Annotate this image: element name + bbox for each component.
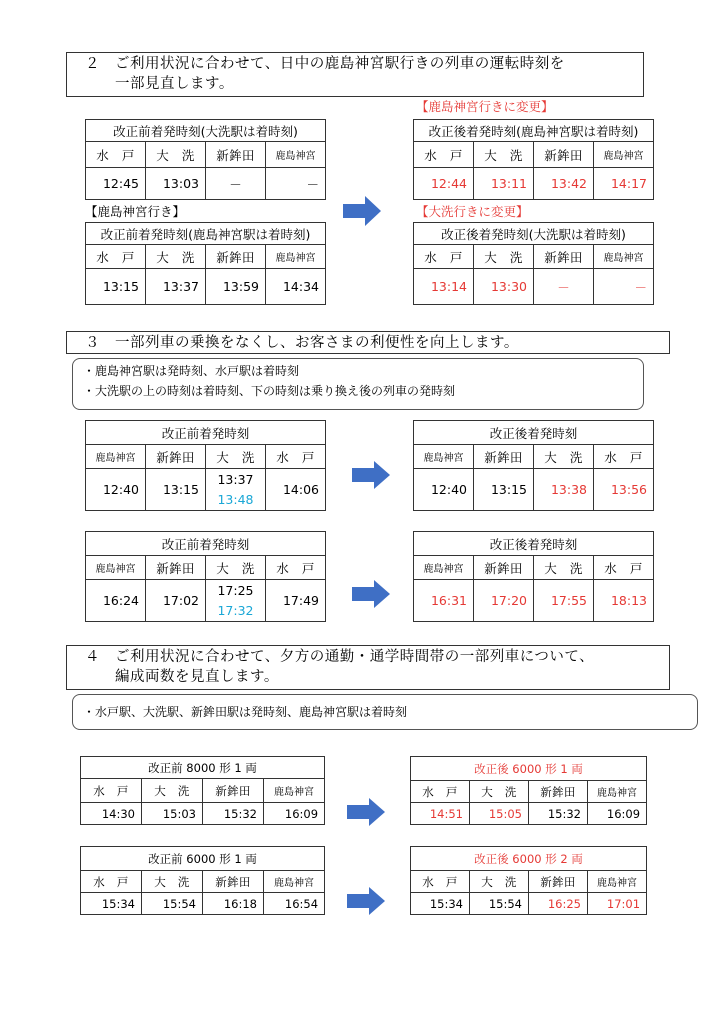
time-cell: －	[534, 269, 594, 305]
time-cell: 13:14	[414, 269, 474, 305]
header-mito: 水 戸	[81, 779, 142, 803]
s2-after-table-1	[413, 119, 654, 200]
header-shinhokota: 新鉾田	[529, 871, 588, 893]
time-cell: 15:32	[203, 803, 264, 825]
header-oarai: 大 洗	[142, 779, 203, 803]
header-shinhokota: 新鉾田	[203, 871, 264, 893]
time-cell: －	[206, 168, 266, 200]
header-shinhokota: 新鉾田	[474, 556, 534, 580]
header-kashimajingu: 鹿島神宮	[594, 142, 654, 168]
time-cell: 16:18	[203, 893, 264, 915]
section-3-line1: 一部列車の乗換をなくし、お客さまの利便性を向上します。	[115, 335, 519, 351]
header-oarai: 大 洗	[470, 781, 529, 803]
s3-before-table-2	[85, 531, 326, 622]
time-cell: 13:15	[146, 469, 206, 511]
section-2-number: ２	[85, 56, 100, 72]
table-title: 改正前 6000 形 1 両	[81, 847, 325, 871]
time-cell: 16:09	[588, 803, 647, 825]
time-cell: 13:30	[474, 269, 534, 305]
header-kashimajingu: 鹿島神宮	[414, 445, 474, 469]
s4-before-table-2	[80, 846, 325, 915]
s4-before-table-1	[80, 756, 325, 825]
label-change-to-kashima: 【鹿島神宮行きに変更】	[416, 99, 554, 114]
table-title: 改正後 6000 形 2 両	[411, 847, 647, 871]
header-mito: 水 戸	[86, 245, 146, 269]
header-oarai: 大 洗	[142, 871, 203, 893]
time-cell: 12:40	[86, 469, 146, 511]
departure-time: 13:48	[217, 491, 254, 507]
right-arrow-icon	[352, 461, 390, 489]
time-cell: 15:32	[529, 803, 588, 825]
header-kashimajingu: 鹿島神宮	[86, 556, 146, 580]
time-cell: 15:05	[470, 803, 529, 825]
time-cell: 18:13	[594, 580, 654, 622]
header-shinhokota: 新鉾田	[529, 781, 588, 803]
time-cell: 13:37	[146, 269, 206, 305]
time-cell: 15:34	[81, 893, 142, 915]
header-kashimajingu: 鹿島神宮	[594, 245, 654, 269]
header-mito: 水 戸	[414, 142, 474, 168]
time-cell: 13:15	[474, 469, 534, 511]
table-title: 改正後着発時刻	[414, 421, 654, 445]
header-shinhokota: 新鉾田	[474, 445, 534, 469]
table-title: 改正後着発時刻(大洗駅は着時刻)	[414, 223, 654, 245]
time-cell: 17:02	[146, 580, 206, 622]
arrival-time: 13:37	[217, 471, 254, 487]
section-3-number: ３	[85, 335, 100, 351]
s4-after-table-2	[410, 846, 647, 915]
time-cell: 17:49	[266, 580, 326, 622]
section-2-line2: 一部見直します。	[115, 76, 234, 92]
section-2-title	[66, 52, 644, 97]
note-line: ・大洗駅の上の時刻は着時刻、下の時刻は乗り換え後の列車の発時刻	[83, 384, 456, 398]
time-cell: 16:09	[264, 803, 325, 825]
s4-after-table-1	[410, 756, 647, 825]
table-title: 改正前着発時刻	[86, 532, 326, 556]
time-cell: －	[266, 168, 326, 200]
time-cell-oarai	[206, 469, 266, 511]
time-cell: 15:03	[142, 803, 203, 825]
header-kashimajingu: 鹿島神宮	[266, 245, 326, 269]
header-oarai: 大 洗	[534, 445, 594, 469]
time-cell: 12:45	[86, 168, 146, 200]
header-kashimajingu: 鹿島神宮	[588, 871, 647, 893]
header-shinhokota: 新鉾田	[206, 245, 266, 269]
header-oarai: 大 洗	[146, 245, 206, 269]
table-title: 改正後着発時刻(鹿島神宮駅は着時刻)	[414, 120, 654, 142]
table-title: 改正前着発時刻	[86, 421, 326, 445]
header-oarai: 大 洗	[206, 556, 266, 580]
right-arrow-icon	[343, 196, 381, 226]
time-cell: 15:34	[411, 893, 470, 915]
time-cell: －	[594, 269, 654, 305]
header-oarai: 大 洗	[534, 556, 594, 580]
s3-after-table-1	[413, 420, 654, 511]
header-oarai: 大 洗	[146, 142, 206, 168]
label-change-to-oarai: 【大洗行きに変更】	[416, 204, 529, 219]
header-shinhokota: 新鉾田	[146, 445, 206, 469]
header-mito: 水 戸	[411, 781, 470, 803]
s2-before-table-2	[85, 222, 326, 305]
section-4-line1: ご利用状況に合わせて、夕方の通勤・通学時間帯の一部列車について、	[115, 649, 595, 665]
time-cell: 14:06	[266, 469, 326, 511]
time-cell: 14:17	[594, 168, 654, 200]
time-cell: 17:55	[534, 580, 594, 622]
header-oarai: 大 洗	[206, 445, 266, 469]
header-mito: 水 戸	[86, 142, 146, 168]
time-cell: 16:31	[414, 580, 474, 622]
label-kashima-bound: 【鹿島神宮行き】	[85, 204, 186, 219]
header-mito: 水 戸	[81, 871, 142, 893]
table-title: 改正前着発時刻(大洗駅は着時刻)	[86, 120, 326, 142]
table-title: 改正前 8000 形 1 両	[81, 757, 325, 779]
time-cell: 12:44	[414, 168, 474, 200]
table-title: 改正後着発時刻	[414, 532, 654, 556]
header-mito: 水 戸	[266, 556, 326, 580]
header-kashimajingu: 鹿島神宮	[414, 556, 474, 580]
time-cell: 16:54	[264, 893, 325, 915]
header-mito: 水 戸	[594, 556, 654, 580]
right-arrow-icon	[347, 887, 385, 915]
s2-after-table-2	[413, 222, 654, 305]
time-cell: 13:42	[534, 168, 594, 200]
header-kashimajingu: 鹿島神宮	[264, 779, 325, 803]
s2-before-table-1	[85, 119, 326, 200]
time-cell: 16:25	[529, 893, 588, 915]
section-4-line2: 編成両数を見直します。	[115, 669, 279, 685]
right-arrow-icon	[352, 580, 390, 608]
time-cell: 16:24	[86, 580, 146, 622]
time-cell: 12:40	[414, 469, 474, 511]
header-shinhokota: 新鉾田	[206, 142, 266, 168]
header-oarai: 大 洗	[474, 245, 534, 269]
table-title: 改正前着発時刻(鹿島神宮駅は着時刻)	[86, 223, 326, 245]
header-kashimajingu: 鹿島神宮	[266, 142, 326, 168]
header-mito: 水 戸	[414, 245, 474, 269]
header-oarai: 大 洗	[474, 142, 534, 168]
section-3-title	[66, 331, 670, 354]
time-cell-oarai	[206, 580, 266, 622]
header-kashimajingu: 鹿島神宮	[264, 871, 325, 893]
section-3-notes	[72, 358, 644, 410]
right-arrow-icon	[347, 798, 385, 826]
arrival-time: 17:25	[217, 582, 254, 598]
time-cell: 17:20	[474, 580, 534, 622]
section-4-number: ４	[85, 649, 100, 665]
time-cell: 17:01	[588, 893, 647, 915]
header-oarai: 大 洗	[470, 871, 529, 893]
header-shinhokota: 新鉾田	[203, 779, 264, 803]
time-cell: 14:51	[411, 803, 470, 825]
section-4-notes	[72, 694, 698, 730]
header-shinhokota: 新鉾田	[534, 245, 594, 269]
header-mito: 水 戸	[266, 445, 326, 469]
note-line: ・鹿島神宮駅は発時刻、水戸駅は着時刻	[83, 364, 300, 378]
time-cell: 13:38	[534, 469, 594, 511]
header-shinhokota: 新鉾田	[534, 142, 594, 168]
time-cell: 13:15	[86, 269, 146, 305]
time-cell: 15:54	[470, 893, 529, 915]
time-cell: 14:34	[266, 269, 326, 305]
s3-after-table-2	[413, 531, 654, 622]
table-title: 改正後 6000 形 1 両	[411, 757, 647, 781]
note-line: ・水戸駅、大洗駅、新鉾田駅は発時刻、鹿島神宮駅は着時刻	[83, 705, 408, 719]
section-2-line1: ご利用状況に合わせて、日中の鹿島神宮駅行きの列車の運転時刻を	[115, 56, 565, 72]
s3-before-table-1	[85, 420, 326, 511]
header-shinhokota: 新鉾田	[146, 556, 206, 580]
section-4-title	[66, 645, 670, 690]
time-cell: 14:30	[81, 803, 142, 825]
time-cell: 13:11	[474, 168, 534, 200]
time-cell: 13:56	[594, 469, 654, 511]
header-kashimajingu: 鹿島神宮	[86, 445, 146, 469]
header-mito: 水 戸	[411, 871, 470, 893]
time-cell: 15:54	[142, 893, 203, 915]
header-kashimajingu: 鹿島神宮	[588, 781, 647, 803]
time-cell: 13:03	[146, 168, 206, 200]
departure-time: 17:32	[217, 602, 254, 618]
header-mito: 水 戸	[594, 445, 654, 469]
time-cell: 13:59	[206, 269, 266, 305]
